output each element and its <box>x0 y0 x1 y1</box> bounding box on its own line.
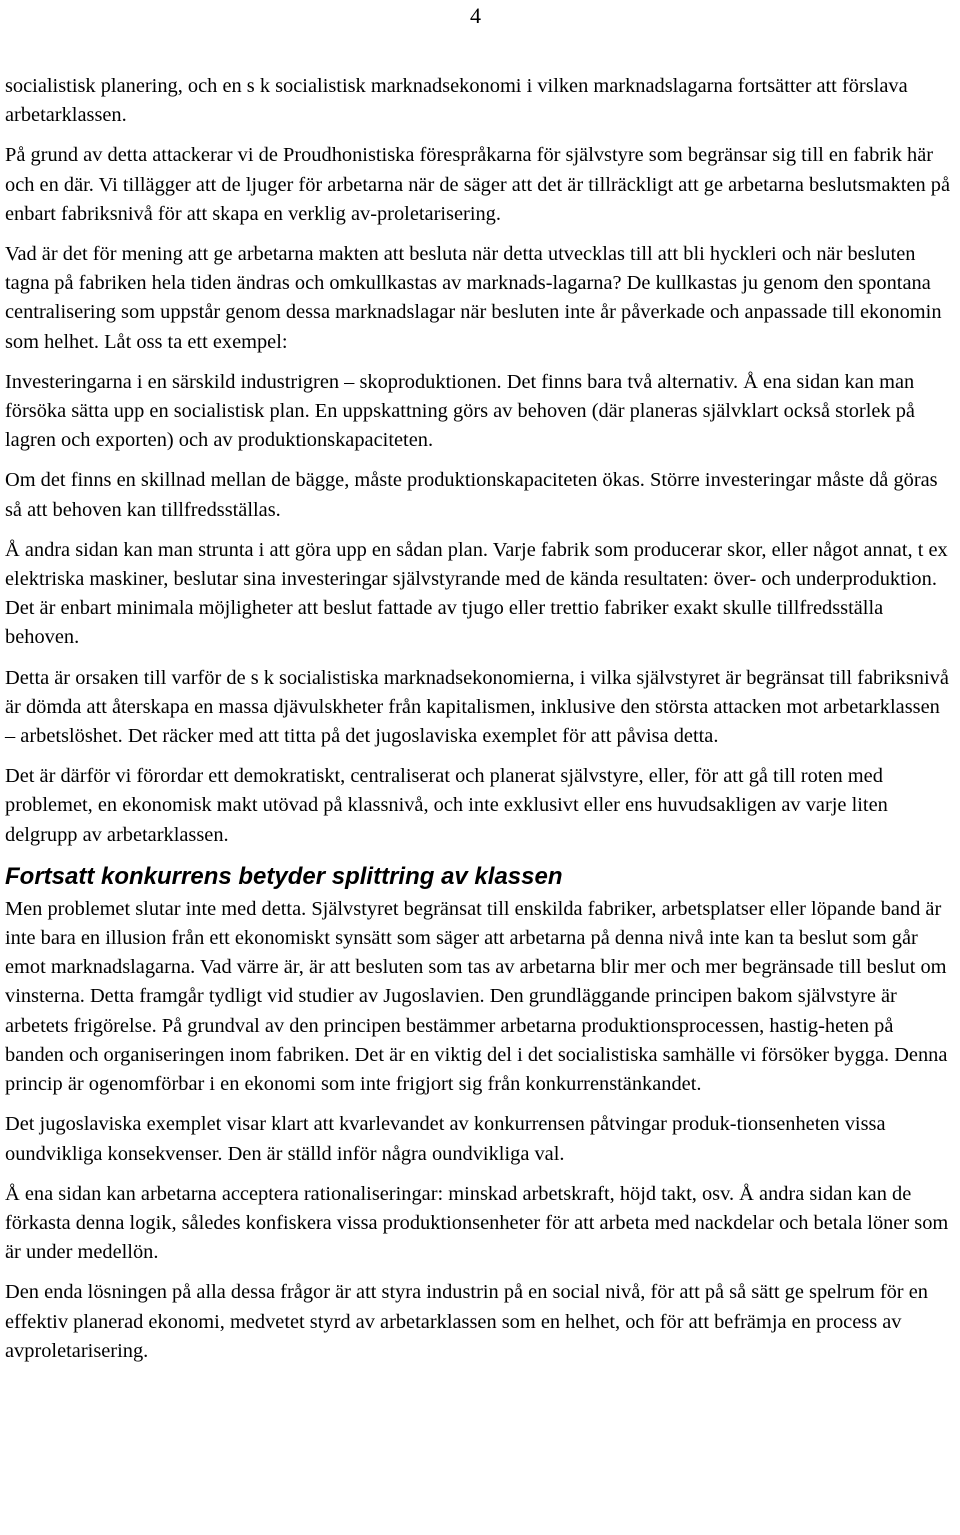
paragraph: socialistisk planering, och en s k socialistisk marknadsekonomi i vilken marknadslagarna fortsätter att förslava arbetarklassen. <box>5 75 908 127</box>
paragraph: Å andra sidan kan man strunta i att göra upp en sådan plan. Varje fabrik som producerar skor, eller något annat, t ex elektriska maskiner, beslutar sina investeringar självstyrande med de kända resultaten: över- och underproduktion. Det är enbart minimala möjligheter att beslut fattade av tjugo eller trettio fabriker exakt skulle tillfredsställa behoven. <box>5 538 948 649</box>
paragraph: Å ena sidan kan arbetarna acceptera rationaliseringar: minskad arbetskraft, höjd takt, osv. Å andra sidan kan de förkasta denna logik, således konfiskera vissa produktionsenheter för att arbeta med nackdelar och betala löner som är under medellön. <box>5 1182 949 1264</box>
section-heading: Fortsatt konkurrens betyder splittring av klassen <box>5 862 563 890</box>
paragraph: Det jugoslaviska exemplet visar klart att kvarlevandet av konkurrensen påtvingar produk-tionsenheten vissa oundvikliga konsekvenser. Den är ställd inför några oundvikliga val. <box>5 1113 886 1165</box>
paragraph: Detta är orsaken till varför de s k socialistiska marknadsekonomierna, i vilka självstyret är begränsat till fabriksnivå är dömda att återskapa en massa djävulskheter från kapitalismen, inklusive den största attacken mot arbetarklassen – arbetslöshet. Det räcker med att titta på det jugoslaviska exemplet för att påvisa detta. <box>5 666 949 748</box>
paragraph: På grund av detta attackerar vi de Proudhonistiska förespråkarna för självstyre som begränsar sig till en fabrik här och en där. Vi tillägger att de ljuger för arbetarna när de säger att det är tillräckligt att ge arbetarna beslutsmakten på enbart fabriksnivå för att skapa en verklig av-proletarisering. <box>5 144 951 225</box>
document-body <box>5 72 955 1377</box>
paragraph: Det är därför vi förordar ett demokratiskt, centraliserat och planerat självstyre, eller, för att gå till roten med problemet, en ekonomisk makt utövad på klassnivå, och inte exklusivt eller ens huvudsakligen av varje liten delgrupp av arbetarklassen. <box>5 765 888 846</box>
paragraph: Men problemet slutar inte med detta. Självstyret begränsat till enskilda fabriker, arbetsplatser eller löpande band är inte bara en illusion från ett ekonomiskt synsätt som säger att arbetarna på denna nivå inte kan ta beslut som går emot marknadslagarna. Vad värre är, är att besluten som tas av arbetarna blir mer och mer begränsade till beslut om vinsterna. Detta framgår tydligt vid studier av Jugoslavien. Den grundläggande principen bakom självstyre är arbetets frigörelse. På grundval av den principen bestämmer arbetarna produktionsprocessen, hastig-heten på banden och organiseringen inom fabriken. Det är en viktig del i det socialistiska samhälle vi försöker bygga. Denna princip är ogenomförbar i en ekonomi som inte frigjort sig från konkurrenstänkandet. <box>5 897 948 1096</box>
paragraph: Om det finns en skillnad mellan de bägge, måste produktionskapaciteten ökas. Större investeringar måste då göras så att behoven kan tillfredsställas. <box>5 469 938 521</box>
paragraph: Den enda lösningen på alla dessa frågor är att styra industrin på en social nivå, för att på så sätt ge spelrum för en effektiv planerad ekonomi, medvetet styrd av arbetarklassen som en helhet, och för att befrämja en process av avproletarisering. <box>5 1281 928 1362</box>
page-number: 4 <box>470 3 481 28</box>
paragraph: Investeringarna i en särskild industrigren – skoproduktionen. Det finns bara två alternativ. Å ena sidan kan man försöka sätta upp en socialistisk plan. En uppskattning görs av behoven (där planeras självklart också storlek på lagren och exporten) och av produktionskapaciteten. <box>5 370 915 452</box>
paragraph: Vad är det för mening att ge arbetarna makten att besluta när detta utvecklas till att bli hyckleri och när besluten tagna på fabriken hela tiden ändras och omkullkastas av marknads-lagarna? De kullkastas ju genom den spontana centralisering som uppstår genom dessa marknadslagar när besluten inte år påverkade och anpassade till ekonomin som helhet. Låt oss ta ett exempel: <box>5 243 942 353</box>
